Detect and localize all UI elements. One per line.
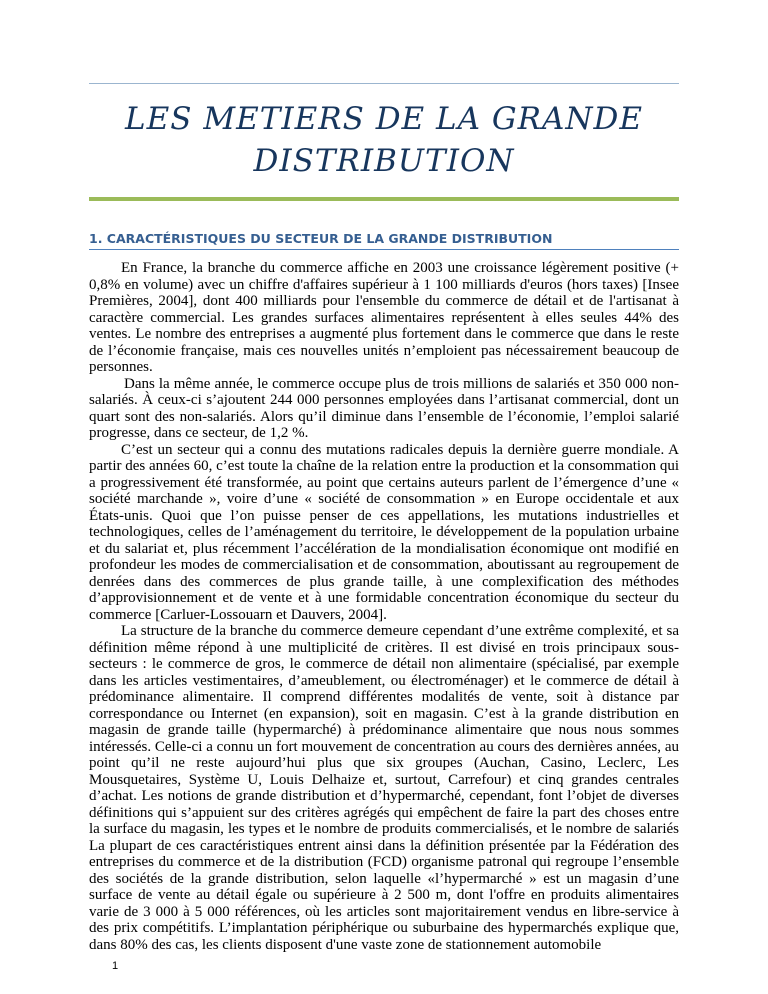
document-title [89, 98, 679, 182]
paragraph: En France, la branche du commerce affiche en 2003 une croissance légèrement positive (+ 0,8% en volume) avec un chiffre d'affaires supérieur à 1 100 milliards d'euros (hors taxes) [Insee Premières, 2004], dont 400 milliards pour l'ensemble du commerce de détail et de l'artisanat à caractère commercial. Les grandes surfaces alimentaires représentent à elles seules 44% des ventes. Le nombre des entreprises a augmenté plus fortement dans le commerce que dans le reste de l’économie française, mais ces nouvelles unités n’emploient pas nécessairement beaucoup de personnes. [89, 260, 679, 375]
page-number: 1 [112, 960, 119, 972]
title-underline [89, 197, 679, 201]
paragraph: La structure de la branche du commerce demeure cependant d’une extrême complexité, et sa définition même répond à une multiplicité de critères. Il est divisé en trois principaux sous-secteurs : le commerce de gros, le commerce de détail non alimentaire (spécialisé, par exemple dans les articles vestimentaires, d’ameublement, ou électroménager) et le commerce de détail à prédominance alimentaire. Il comprend différentes modalités de vente, soit à distance par correspondance ou Internet (en expansion), soit en magasin. C’est à la grande distribution en magasin de grande taille (hypermarché) à prédominance alimentaire que nous nous sommes intéressés. Celle-ci a connu un fort mouvement de concentration au cours des dernières années, au point qu’il ne reste aujourd’hui plus que six groupes (Auchan, Casino, Leclerc, Les Mousquetaires, Système U, Louis Delhaize et, surtout, Carrefour) et cinq grandes centrales d’achat. Les notions de grande distribution et d’hypermarché, cependant, font l’objet de diverses définitions qui s’appuient sur des critères agrégés qui empêchent de faire la part des choses entre la surface du magasin, les types et le nombre de produits commercialisés, et le nombre de salariés La plupart de ces caractéristiques entrent ainsi dans la définition présentée par la Fédération des entreprises du commerce et de la distribution (FCD) organisme patronal qui regroupe l’ensemble des sociétés de la grande distribution, selon laquelle «l’hypermarché » est un magasin d’une surface de vente au détail égale ou supérieure à 2 500 m, dont l'offre en produits alimentaires varie de 3 000 à 5 000 références, où les articles sont majoritairement vendus en libre-service à des prix compétitifs. L’implantation périphérique ou suburbaine des hypermarchés explique que, dans 80% des cas, les clients disposent d'une vaste zone de stationnement automobile [89, 623, 679, 953]
paragraph: C’est un secteur qui a connu des mutations radicales depuis la dernière guerre mondiale. A partir des années 60, c’est toute la chaîne de la relation entre la production et la consommation qui a progressivement été transformée, au point que certains auteurs parlent de l’émergence d’une « société marchande », voire d’une « société de consommation » en Europe occidentale et aux États-unis. Quoi que l’on puisse penser de ces appellations, les mutations industrielles et technologiques, celles de l’aménagement du territoire, le développement de la population urbaine et du salariat et, plus récemment l’accélération de la mondialisation économique ont modifié en profondeur les modes de commercialisation et de consommation, aboutissant au regroupement de denrées dans des commerces de plus grande taille, à une complexification des méthodes d’approvisionnement et de vente et à une formidable concentration économique du secteur du commerce [Carluer-Lossouarn et Dauvers, 2004]. [89, 441, 679, 623]
section-heading: 1. CARACTÉRISTIQUES DU SECTEUR DE LA GRANDE DISTRIBUTION [89, 231, 679, 250]
top-divider [89, 83, 679, 84]
paragraph: Dans la même année, le commerce occupe plus de trois millions de salariés et 350 000 non-salariés. À ceux-ci s’ajoutent 244 000 personnes employées dans l’artisanat commercial, dont un quart sont des non-salariés. Alors qu’il diminue dans l’ensemble de l’économie, l’emploi salarié progresse, dans ce secteur, de 1,2 %. [89, 375, 679, 441]
body-text [89, 260, 679, 953]
title-line-1: LES METIERS DE LA GRANDE [125, 101, 643, 137]
title-line-2: DISTRIBUTION [253, 143, 515, 179]
